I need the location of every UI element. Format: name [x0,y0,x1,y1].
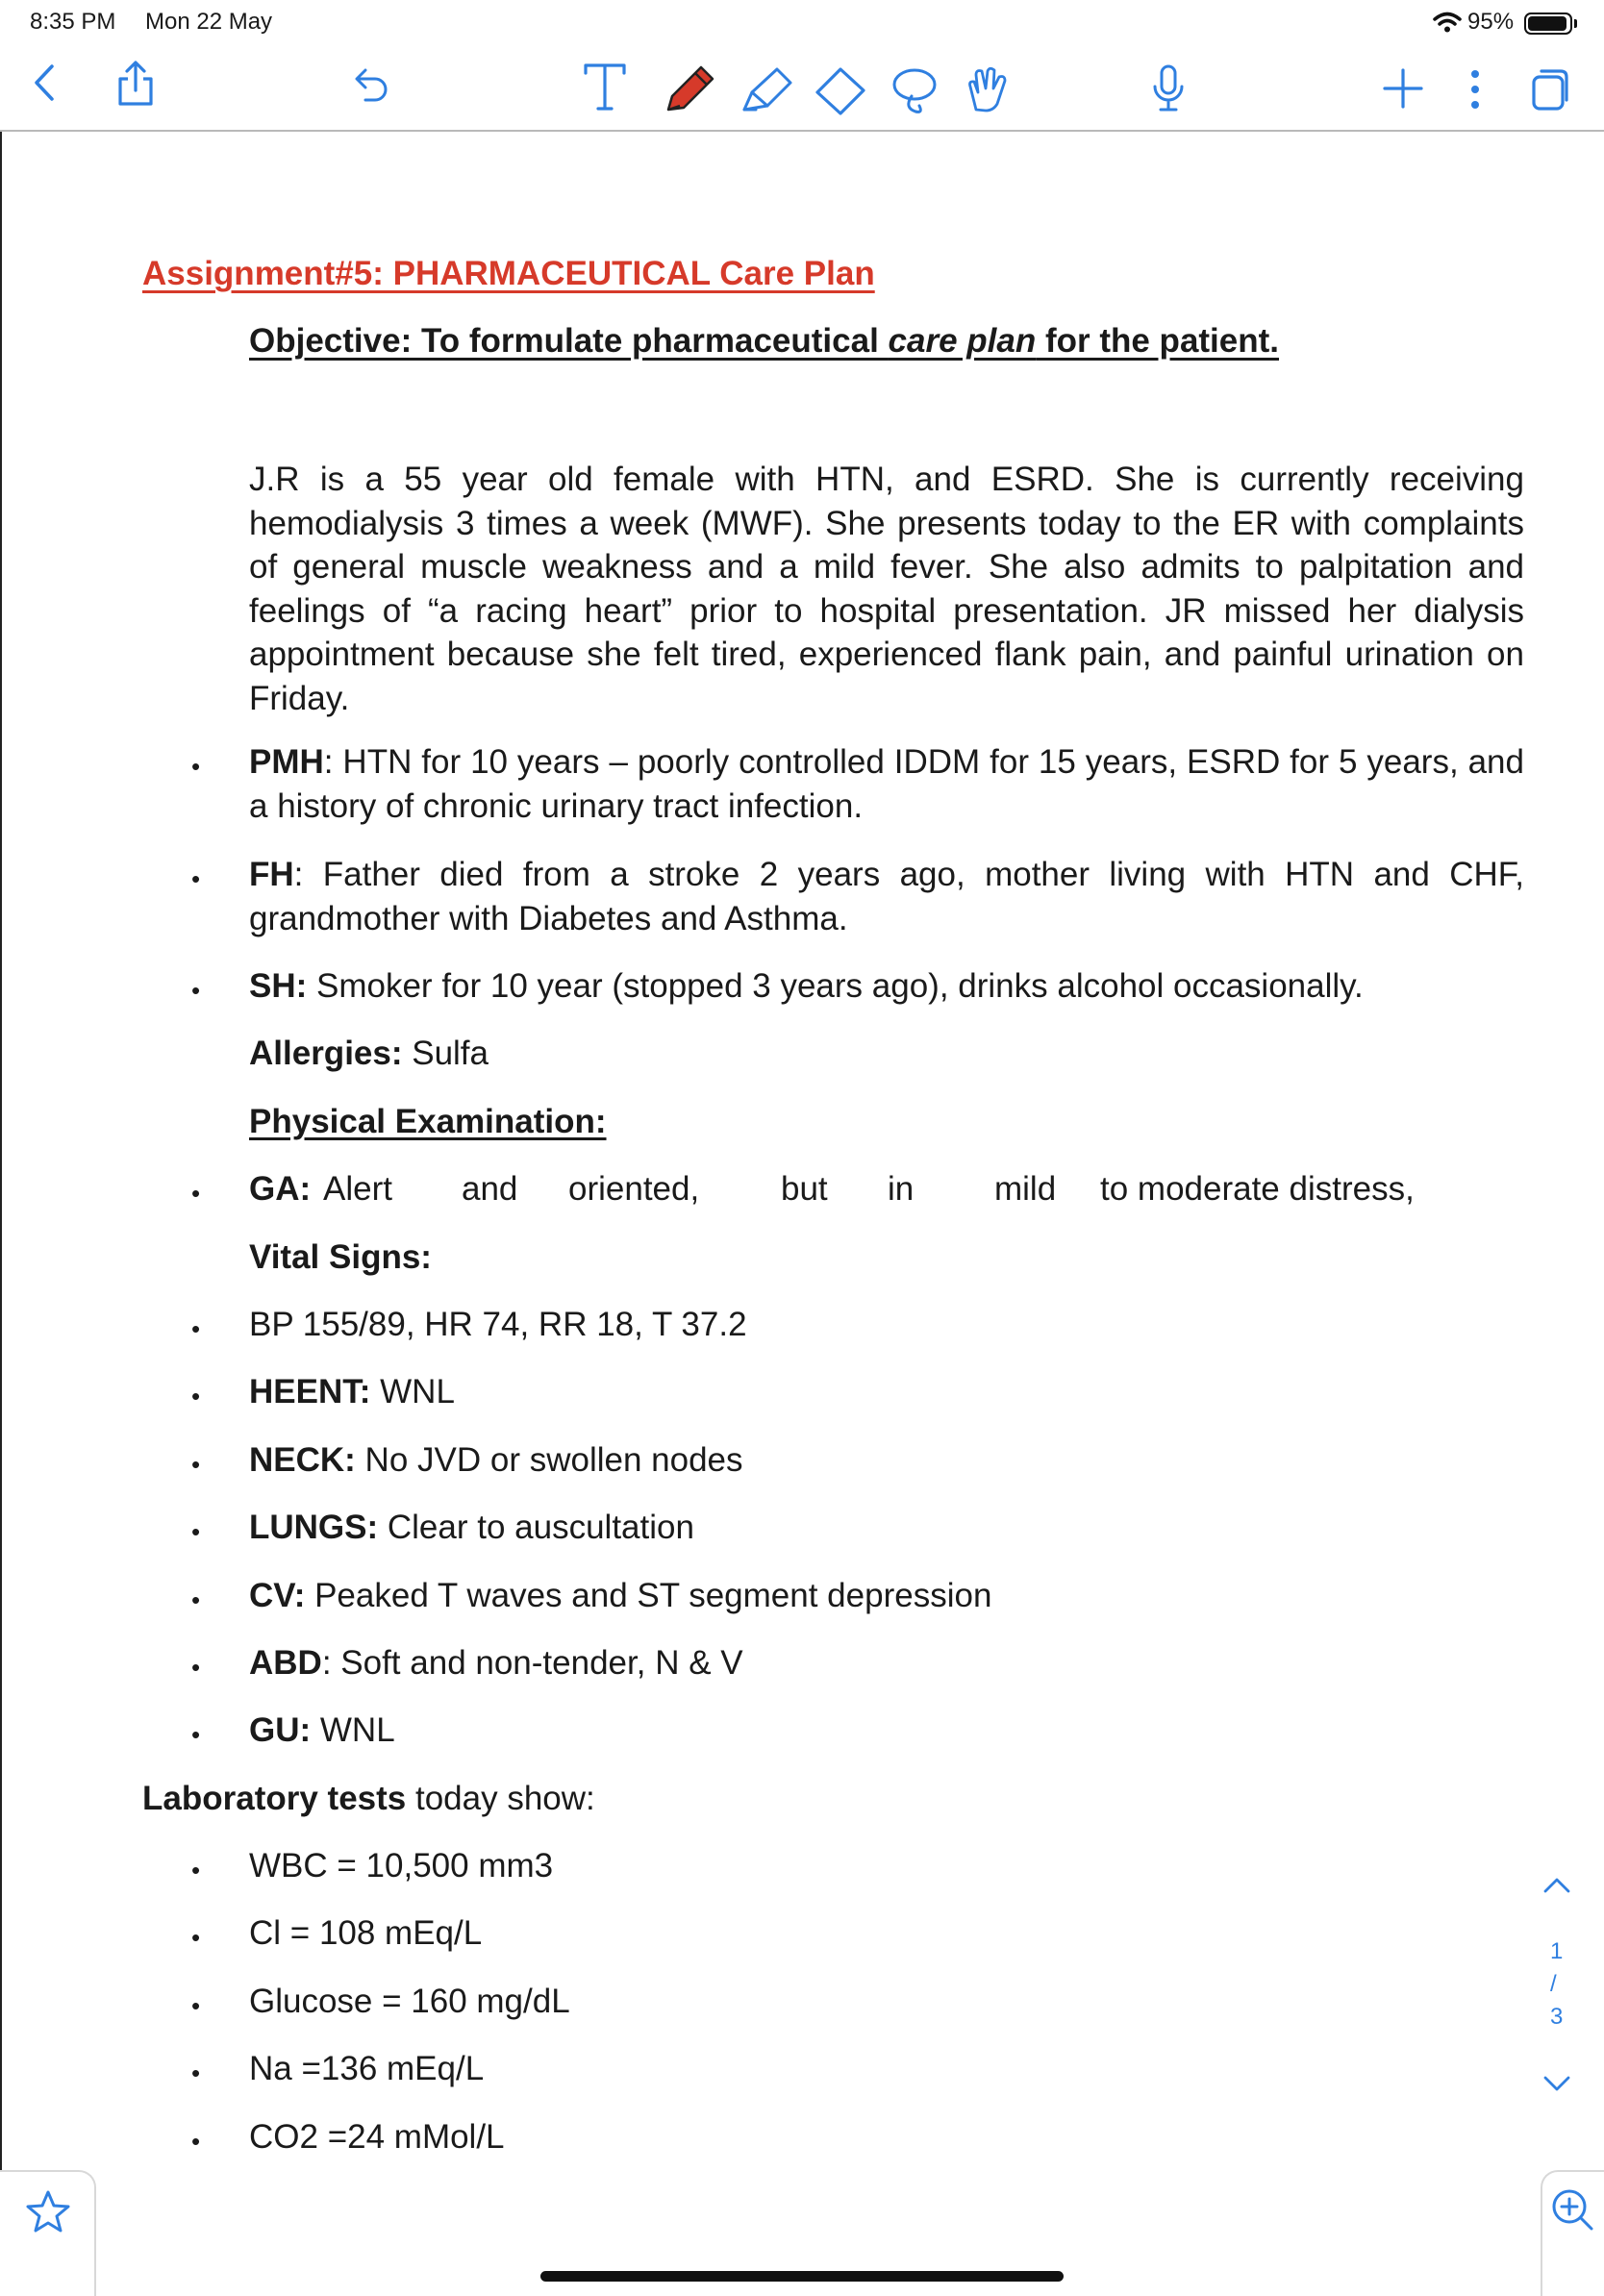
ga-word: Alert [323,1170,392,1208]
bullet: • [191,1450,201,1479]
bullet: • [191,1991,201,2020]
ga-word: oriented, [568,1170,700,1208]
physical-exam-heading [249,1100,1524,1144]
list-item-fh [249,853,1524,940]
highlighter-icon[interactable] [739,63,796,115]
ga-word: but [781,1170,828,1208]
gu-text: WNL [311,1711,395,1749]
hand-draw-icon[interactable] [965,65,1011,113]
abd-label: ABD [249,1644,322,1682]
fh-text: : Father died from a stroke 2 years ago, mother living with HTN and CHF, grandmother with Diabetes and Asthma. [249,856,1524,937]
page-number-separator: / [1550,1971,1557,1997]
toolbar [0,46,1604,131]
cv-text: Peaked T waves and ST segment depression [305,1577,992,1614]
bullet: • [191,1653,201,1682]
list-item-lungs [249,1506,1524,1550]
back-icon[interactable] [33,63,56,102]
home-indicator[interactable] [540,2271,1064,2282]
page-number-total: 3 [1550,2004,1564,2030]
ga-label: GA: [249,1170,312,1208]
allergies [249,1032,1524,1076]
document-title: Assignment#5: PHARMACEUTICAL Care Plan [142,255,875,292]
pmh-text: : HTN for 10 years – poorly controlled IDDM for 15 years, ESRD for 5 years, and a history of chronic urinary tract infection. [249,743,1524,825]
eraser-icon[interactable] [814,65,867,115]
fh-label: FH [249,856,294,893]
lab-item: WBC = 10,500 mm3 [249,1847,554,1884]
neck-text: No JVD or swollen nodes [355,1441,743,1479]
bullet: • [191,976,201,1005]
heent-label: HEENT: [249,1373,371,1410]
lasso-icon[interactable] [890,65,939,117]
lab-item: Glucose = 160 mg/dL [249,1983,570,2020]
labs-heading-text: today show: [406,1780,595,1817]
bullet: • [191,1856,201,1884]
status-bar [0,0,1604,46]
microphone-icon[interactable] [1152,63,1185,113]
pen-icon[interactable] [661,62,718,115]
list-item-abd [249,1641,1524,1685]
bookmark-panel [0,2170,96,2296]
heent-text: WNL [370,1373,455,1410]
list-item-heent [249,1370,1524,1414]
undo-icon[interactable] [350,67,392,106]
bullet: • [191,2059,201,2087]
status-time: 8:35 PM [30,9,116,35]
star-icon[interactable] [25,2189,71,2238]
more-icon[interactable] [1468,69,1482,110]
objective-emphasis: care plan [888,322,1037,360]
bullet: • [191,1585,201,1614]
lungs-label: LUNGS: [249,1509,379,1546]
zoom-panel [1541,2170,1604,2296]
case-description [249,458,1524,720]
zoom-in-icon[interactable] [1550,2187,1594,2236]
document-page [0,132,1604,2296]
list-item-ga [249,1167,1524,1211]
list-item-neck [249,1438,1524,1483]
bullet: • [191,1517,201,1546]
objective-heading [249,322,1279,361]
case-text: J.R is a 55 year old female with HTN, and ESRD. She is currently receiving hemodialysis 3 times a week (MWF). She presents today to the ER with complaints of general muscle weakness and a mild fever. She also admits to palpitation and feelings of “a racing heart” prior to hospital presentation. JR missed her dialysis appointment because she felt tired, experienced flank pain, and painful urination on Friday. [249,461,1524,717]
bullet: • [191,752,201,781]
bullet: • [191,864,201,893]
bullet: • [191,1923,201,1952]
sh-label: SH: [249,967,308,1005]
bullet: • [191,1179,201,1208]
lab-item: Cl = 108 mEq/L [249,1914,483,1952]
gu-label: GU: [249,1711,312,1749]
list-item-vitals: BP 155/89, HR 74, RR 18, T 37.2 [249,1306,747,1343]
abd-text: : Soft and non-tender, N & V [321,1644,743,1682]
list-item-gu [249,1709,1524,1753]
allergies-label: Allergies: [249,1035,403,1072]
vital-signs-label: Vital Signs: [249,1238,432,1276]
add-icon[interactable] [1382,67,1424,110]
ga-word: and [462,1170,518,1208]
ga-word: mild [994,1170,1057,1208]
page-up-button[interactable] [1542,1875,1571,1902]
cv-label: CV: [249,1577,306,1614]
bullet: • [191,1314,201,1343]
battery-icon [1524,12,1572,35]
sh-text: Smoker for 10 year (stopped 3 years ago), drinks alcohol occasionally. [307,967,1364,1005]
battery-fill [1528,16,1566,31]
allergies-text: Sulfa [402,1035,489,1072]
pages-icon[interactable] [1530,67,1570,112]
text-tool-icon[interactable] [583,62,627,112]
battery-percent: 95% [1467,9,1515,35]
physical-exam-label: Physical Examination: [249,1103,607,1140]
labs-heading [142,1777,1417,1821]
lab-item: Na =136 mEq/L [249,2050,485,2087]
share-icon[interactable] [114,60,157,108]
objective-suffix: for the patient. [1036,322,1280,360]
vital-signs-heading [249,1235,1524,1280]
neck-label: NECK: [249,1441,356,1479]
objective-prefix: Objective: To formulate pharmaceutical [249,322,889,360]
page-number-current: 1 [1550,1938,1564,1964]
lab-item: CO2 =24 mMol/L [249,2118,505,2156]
bullet: • [191,1382,201,1410]
list-item-cv [249,1574,1524,1618]
page-down-button[interactable] [1542,2073,1571,2100]
labs-label: Laboratory tests [142,1780,407,1817]
ga-word: in [888,1170,915,1208]
list-item-pmh [249,740,1524,828]
status-date: Mon 22 May [145,9,273,35]
bullet: • [191,2127,201,2156]
pmh-label: PMH [249,743,324,781]
bullet: • [191,1720,201,1749]
ga-word: to moderate distress, [1100,1170,1415,1208]
list-item-sh [249,964,1524,1009]
lungs-text: Clear to auscultation [378,1509,694,1546]
wifi-icon [1433,12,1462,37]
battery-tip [1574,19,1577,28]
